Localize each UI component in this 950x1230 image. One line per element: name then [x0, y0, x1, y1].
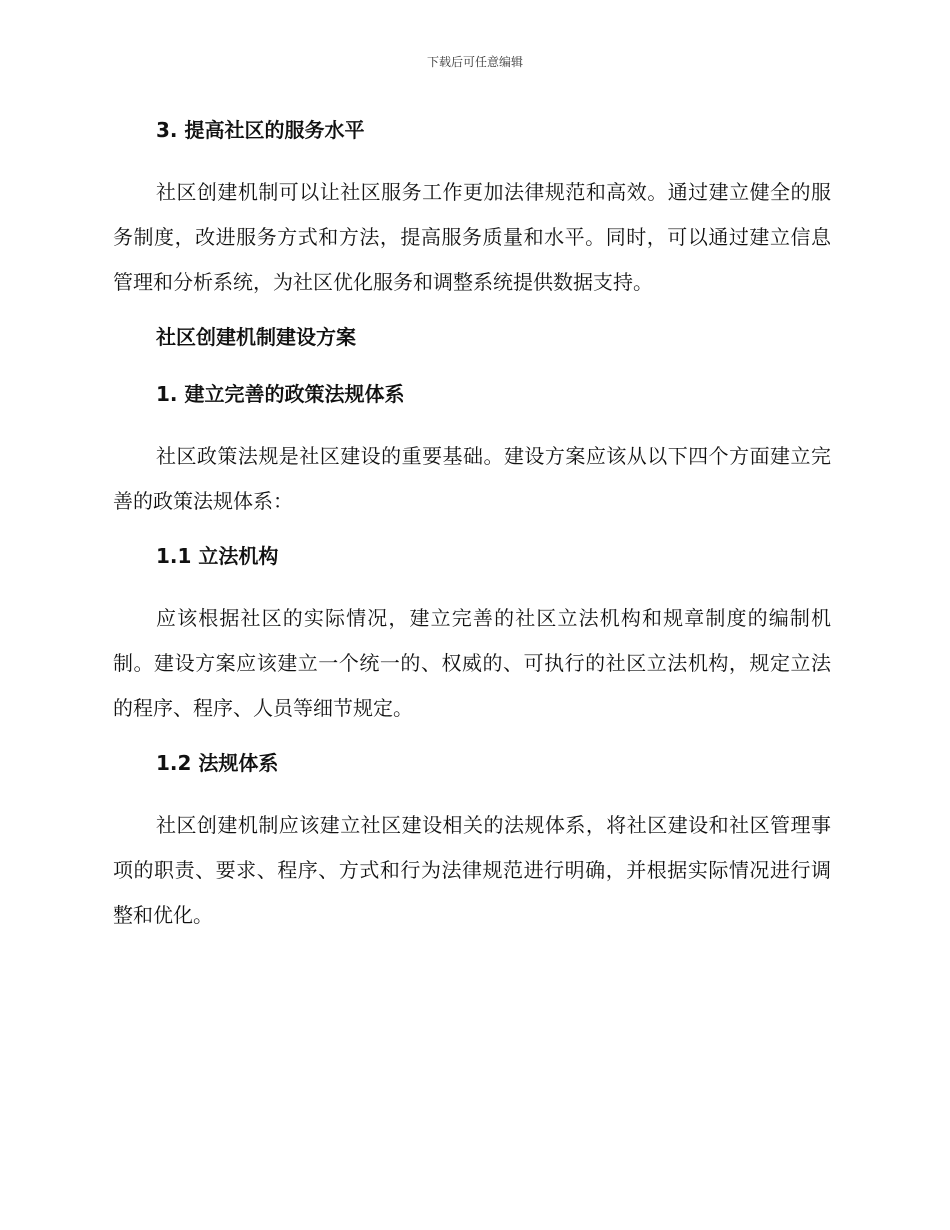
section-heading-legislative-body: 1.1 立法机构: [156, 544, 279, 568]
document-body: [113, 112, 831, 938]
section-heading-construction-plan: 社区创建机制建设方案: [156, 325, 356, 349]
section-heading-service-level: 3. 提高社区的服务水平: [156, 118, 365, 142]
section-heading-policy-system: 1. 建立完善的政策法规体系: [156, 382, 405, 406]
paragraph-service-level: 社区创建机制可以让社区服务工作更加法律规范和高效。通过建立健全的服务制度，改进服务方式和方法，提高服务质量和水平。同时，可以通过建立信息管理和分析系统，为社区优化服务和调整系统提供数据支持。: [113, 180, 831, 294]
page-header: 下载后可任意编辑: [426, 55, 523, 69]
paragraph-policy-system: 社区政策法规是社区建设的重要基础。建设方案应该从以下四个方面建立完善的政策法规体系：: [113, 444, 831, 513]
paragraph-legislative-body: 应该根据社区的实际情况，建立完善的社区立法机构和规章制度的编制机制。建设方案应该建立一个统一的、权威的、可执行的社区立法机构，规定立法的程序、程序、人员等细节规定。: [113, 606, 831, 720]
paragraph-regulation-system: 社区创建机制应该建立社区建设相关的法规体系，将社区建设和社区管理事项的职责、要求、程序、方式和行为法律规范进行明确，并根据实际情况进行调整和优化。: [113, 813, 831, 927]
section-heading-regulation-system: 1.2 法规体系: [156, 751, 279, 775]
